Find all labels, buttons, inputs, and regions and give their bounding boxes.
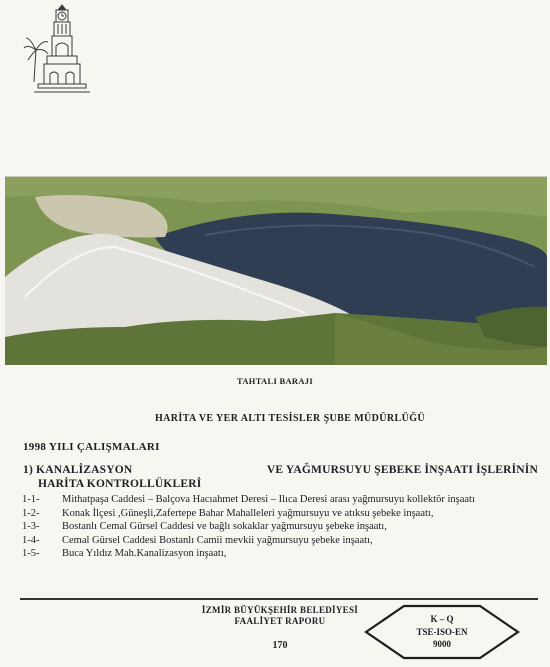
photo-caption: TAHTALI BARAJI xyxy=(237,376,313,386)
footer-divider xyxy=(20,598,538,600)
item-text: Bostanlı Cemal Gürsel Caddesi ve bağlı sokaklar yağmursuyu şebeke inşaatı, xyxy=(62,521,387,532)
footer-org-name: İZMİR BÜYÜKŞEHİR BELEDİYESİ xyxy=(201,605,359,615)
dam-photo xyxy=(5,176,547,365)
item-number: 1-4- xyxy=(22,534,40,546)
item-number: 1-5- xyxy=(22,548,40,559)
item-number: 1-1- xyxy=(22,494,40,505)
year-title: 1998 YILI ÇALIŞMALARI xyxy=(23,441,160,453)
section-heading xyxy=(23,463,538,491)
list-item xyxy=(22,507,542,521)
footer-report-title: FAALİYET RAPORU xyxy=(234,616,326,626)
item-text: Mithatpaşa Caddesi – Balçova Hacıahmet Deresi – Ilıca Deresi arası yağmursuyu kollektör inşaatı xyxy=(62,494,475,505)
section-heading-part-1: 1) KANALİZASYON xyxy=(23,464,133,476)
list-item xyxy=(22,534,542,548)
item-text: Cemal Gürsel Caddesi Bostanlı Camii mevkii yağmursuyu şebeke inşaatı, xyxy=(62,534,373,546)
list-item xyxy=(22,493,542,507)
badge-line-2: TSE-ISO-EN xyxy=(416,627,468,637)
clock-tower-logo xyxy=(22,4,102,96)
item-number: 1-2- xyxy=(22,507,40,519)
page-number: 170 xyxy=(272,640,288,651)
quality-badge xyxy=(362,604,522,660)
section-heading-part-2: VE YAĞMURSUYU ŞEBEKE İNŞAATI İŞLERİNİN xyxy=(266,464,538,476)
list-item xyxy=(22,547,542,561)
footer-organization xyxy=(170,605,390,627)
item-text: Konak İlçesi ,Güneşli,Zafertepe Bahar Mahalleleri yağmursuyu ve atıksu şebeke inşaatı, xyxy=(62,507,434,519)
item-text: Buca Yıldız Mah.Kanalizasyon inşaatı, xyxy=(62,548,227,559)
department-title: HARİTA VE YER ALTI TESİSLER ŞUBE MÜDÜRLÜĞÜ xyxy=(154,413,426,424)
badge-line-1: K – Q xyxy=(430,614,454,624)
section-heading-line-2: HARİTA KONTROLLÜKLERİ xyxy=(38,478,202,490)
work-item-list xyxy=(22,493,542,561)
item-number: 1-3- xyxy=(22,521,40,532)
list-item xyxy=(22,520,542,534)
badge-line-3: 9000 xyxy=(433,639,451,649)
